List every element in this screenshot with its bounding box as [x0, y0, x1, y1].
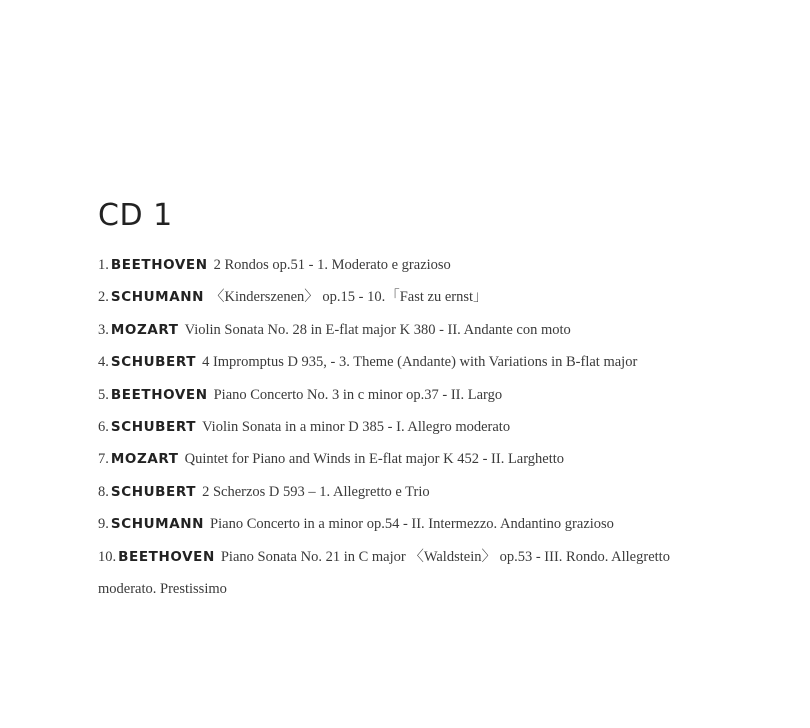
track-number: 3. — [98, 321, 109, 338]
track-composer: SCHUBERT — [110, 354, 197, 371]
track-composer: SCHUBERT — [110, 483, 197, 500]
track-title: Violin Sonata in a minor D 385 - I. Allegro moderato — [202, 419, 511, 436]
track-item — [98, 249, 698, 281]
track-number: 1. — [98, 257, 109, 273]
track-item — [98, 541, 698, 606]
track-number: 10. — [98, 548, 117, 565]
track-composer: SCHUMANN — [110, 289, 205, 306]
track-number: 9. — [98, 516, 109, 533]
track-title: Piano Concerto No. 3 in c minor op.37 - II. Largo — [213, 386, 503, 403]
track-number: 4. — [98, 354, 109, 371]
track-composer: SCHUMANN — [110, 516, 205, 533]
track-number: 6. — [98, 419, 109, 436]
track-item — [98, 508, 698, 540]
track-number: 8. — [98, 483, 109, 500]
track-item — [98, 281, 698, 313]
track-composer: BEETHOVEN — [118, 548, 215, 565]
track-item — [98, 346, 698, 378]
track-number: 5. — [98, 386, 109, 403]
track-number: 2. — [98, 289, 109, 306]
track-composer: BEETHOVEN — [110, 386, 208, 403]
track-title: 2 Rondos op.51 - 1. Moderato e grazioso — [213, 257, 451, 273]
track-item — [98, 443, 698, 475]
track-item — [98, 314, 698, 346]
track-item — [98, 476, 698, 508]
track-title: 〈Kinderszenen〉 op.15 - 10.「Fast zu ernst」 — [210, 289, 488, 306]
track-composer: MOZART — [110, 321, 179, 338]
track-composer: SCHUBERT — [110, 419, 197, 436]
track-number: 7. — [98, 451, 109, 468]
track-composer: MOZART — [110, 451, 179, 468]
track-item — [98, 411, 698, 443]
track-list — [98, 249, 698, 605]
track-title: 2 Scherzos D 593 – 1. Allegretto e Trio — [202, 483, 430, 500]
track-title: Violin Sonata No. 28 in E-flat major K 380 - II. Andante con moto — [184, 321, 571, 338]
track-title: Quintet for Piano and Winds in E-flat major K 452 - II. Larghetto — [184, 451, 565, 468]
track-title: Piano Sonata No. 21 in C major 〈Waldstein〉 op.53 - III. Rondo. Allegretto moderato. Prestissimo — [98, 548, 670, 598]
track-title: 4 Impromptus D 935, - 3. Theme (Andante) with Variations in B-flat major — [202, 354, 638, 371]
track-item — [98, 379, 698, 411]
track-title: Piano Concerto in a minor op.54 - II. Intermezzo. Andantino grazioso — [210, 516, 614, 533]
cd-title: CD 1 — [98, 198, 173, 233]
track-composer: BEETHOVEN — [110, 257, 208, 273]
